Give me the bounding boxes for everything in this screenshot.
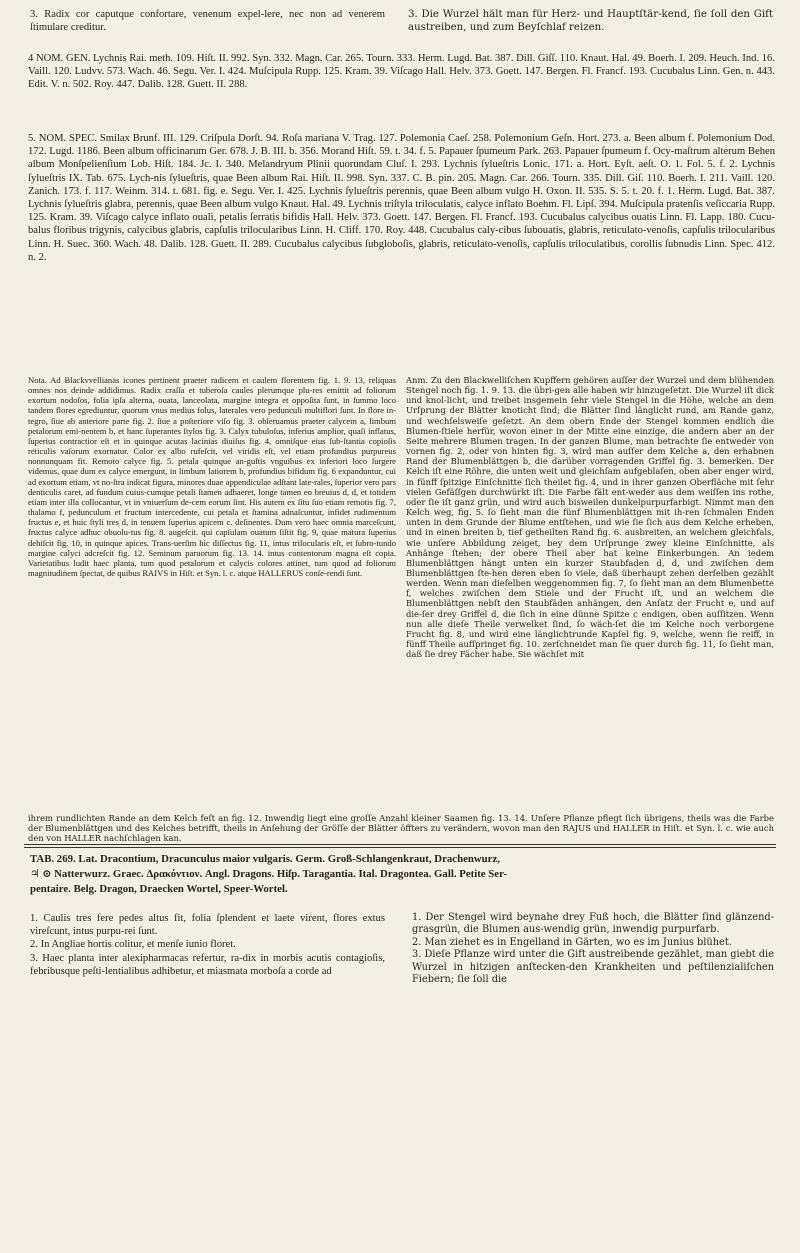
heading-line: ♃ ⊙ Natterwurz. Graec. Δρακόντιον. Angl. Dragons. Hiſp. Taragantia. Ital. Dragontea. Gall. Petite Ser-	[30, 868, 508, 880]
latin-text: 4 NOM. GEN. Lychnis Rai. meth. 109. Hiſt. II. 992. Syn. 332. Magn. Car. 265. Tourn. 333. Herm. Lugd. Bat. 387. Dill. Giſſ. 110. Knaut. Hal. 49. Boerh. I. 209. Heuch. Ind. 16. Vaill. 120. Ludvv. 573. Wach. 46. Segu. Ver. I. 424. Muſcipula Rupp. 125. Kram. 39. Viſcago Hall. Helv. 373. Goett. 147. Bergen. Fl. Francf. 193. Cucubalus Linn. Gen. n. 443. Edit. V. n. 502. Roy. 447. Dalib. 128. Guett. II. 288.	[28, 53, 775, 91]
divider-rule	[24, 844, 776, 845]
bottom-german	[412, 912, 774, 986]
german-note-text: Anm. Zu den Blackwelliſchen Kupffern gehören auſſer der Wurzel und dem blühenden Stengel noch fig. 1. 9. 13. die übri-gen alle haben wir hinzugeſetzt. Die Wurzel iſt dick und knol-licht, und treibet insgemein ſehr viele Stengel in die Höhe, welche an dem Urſprung der Blätter knoticht ſind; die Blätter ſind länglicht rund, am Rande ganz, und wechſelsweiſe geſetzt. An dem obern Ende der Stengel kommen endlich die Blumen-ſtiele herfür, wovon einer in der Mitte eine einzige, die andern aber an der Seite mehrere Blumen tragen. In der ganzen Blume, man betrachte ſie entweder von vornen fig. 2, oder von hinten fig. 3, wird man auſſer dem Kelche a, den erhabnen Rand der Blumenblättgen b, die darüber vorragenden Griffel fig. 3. bemerken. Der Kelch iſt eine Röhre, die unten weit und gleichſam aufgeblaſen, oben aber enger wird, in fünff ſpitzige Einſchnitte ſich theilet fig. 4, und in ihrer ganzen Oberfläche mit ſehr vielen Gefäſſgen durchwürkt iſt. Die Farbe fält ent-weder aus dem weiſſen ins rothe, oder ſie iſt ganz grün, und wird auch bisweilen dunkelpurpurfarbigt. Nimmt man den Kelch weg, fig. 5. ſo ſieht man die fünf Blumenblättgen mit ih-ren ſchmalen Enden unten in dem Grunde der Blume entſtehen, und wie ſie ſich aus dem Kelche erheben, und in einen breiten b, tief getheilten Rand fig. 6. ausbreiten, an welchem gleichfals, wie unſere Abbildung zeiget, bey dem Urſprunge zwey kleine Einſchnitte, als Anhänge ſtehen; der obere Theil aber hat keine Einkerbungen. An iedem Blumenblättgen hängt unten ein kurzer Staubfaden d, d, und zwiſchen dem Blumenblättgen ſte-hen deren eben ſo viele, daß überhaupt zehen derſelben gezählt werden. Wenn man dieſelben weggenommen fig. 7, ſo ſieht man an dem Blumenbette f, welches zwiſchen dem Stiele und der Frucht iſt, und an welchem die Blumenblättgen nebſt den Staubfäden anhängen, den Anſatz der Frucht e, und auf die-ſer drey Griffel d, die ſich in eine dünne Spitze c endigen, oben auſſitzen. Wenn nun alle dieſe Theile verwelket ſind, ſo wäch-ſet die im Kelche noch verborgene Frucht fig. 8, und wird eine länglichtrunde Kapſel fig. 9, welche, wenn ſie reiff, in fünff Theile aufſpringet fig. 10. zerſchneidet man ſie quer durch fig. 11, ſo ſieht man, daß ſie drey Fächer habe. Sie wächſet mit	[406, 375, 774, 660]
nota-german	[406, 375, 774, 659]
heading-line: TAB. 269. Lat. Dracontium, Dracunculus maior vulgaris. Germ. Groß-Schlangenkraut, Drachenwurz,	[30, 853, 500, 865]
latin-text: 5. NOM. SPEC. Smilax Brunf. III. 129. Criſpula Dorſt. 94. Roſa mariana V. Trag. 127. Polemonia Caeſ. 258. Polemonium Geſn. Hort. 273. a. Been album f. Polemonium Dod. 172. Lugd. 1186. Been album officinarum Ger. 678. J. B. III. b. 356. Morand Hiſt. 59. t. 34. f. 5. Papauer ſpumeum Park. 263. Papauer ſpumeum f. Ocy-maſtrum alterum Behen album Monſpelienſium Lob. Hiſt. 184. Jc. I. 340. Melandryum Plinii quorundam Cluſ. I. 293. Lychnis ſylueſtris Lonic. 171. a. Hort. Eyſt. aeſt. O. 1. Fol. 5. f. 2. Lychnis ſylueſtris IX. Tab. 675. Lych-nis ſylueſtris, quae Been album Rai. Hiſt. II. 998. Syn. 337. C. B. pin. 205. Magn. Car. 266. Tourn. 335. Dill. Giſ. 110. Boerh. I. 211. Vaill. 120. Zanich. 173. f. 117. Weinm. 314. t. 681. fig. e. Segu. Ver. I. 425. Lychnis ſylueſtris perennis, quae Been album vulgo H. Oxon. II. 535. S. 5. t. 20. f. 1. Herm. Lugd. Bat. 387. Lychnis ſylueſtris glabra, perennis, quae Been album vulgo Knaut. Hal. 49. Lychnis triſtyla triloculatis, calyce inflato Boehm. Fl. Lipſ. 394. Muſcipula pratenſis veſiccaria Rupp. 125. Kram. 39. Viſcago calyce inflato ouali, petalis ſerratis bifidis Hall. Helv. 373. Goett. 147. Bergen. Fl. Francf. 193. Cucubalus calycibus ouatis Linn. Fl. Lapp. 180. Cucu-balus floribus trigynis, calycibus glabris, capſulis trilocularibus Linn. H. Cliff. 170. Roy. 448. Cucubalus caly-cibus ſubouatis, glabris, reticulato-venoſis, capſulis trilocularibus Linn. H. Suec. 360. Wach. 48. Dalib. 128. Guett. II. 289. Cucubalus calycibus ſubgloboſis, glabris, reticulato-venoſis, capſulis triloculatibus, corollis ſubnudis Linn. Spec. 412. n. 2.	[28, 133, 775, 263]
top-left-latin	[30, 8, 385, 34]
divider-rule	[24, 847, 776, 848]
german-text: 3. Die Wurzel hält man für Herz- und Hauptſtär-kend, ſie ſoll den Gift austreiben, und zum Beyſchlaf reizen.	[408, 9, 773, 34]
top-right-german	[408, 8, 773, 34]
nomen-specificum	[28, 132, 775, 264]
nota-german-tail	[28, 813, 774, 843]
heading-line: pentaire. Belg. Dragon, Draecken Wortel, Speer-Wortel.	[30, 883, 288, 895]
nomen-genericum	[28, 52, 775, 92]
german-note-text: ihrem rundlichten Rande an dem Kelch feſt an fig. 12. Inwendig liegt eine groſſe Anzahl kleiner Saamen fig. 13. 14. Unſere Pflanze pflegt ſich übrigens, theils was die Farbe der Blumenblättgen und des Kelches betrifft, theils in Anſehung der Gröſſe der Blätter öffters zu verändern, wovon man den RAJUS und HALLER in Hiſt. et Syn. l. c. wie auch den von HALLER nachſchlagen kan.	[28, 813, 774, 844]
latin-text: 1. Caulis tres fere pedes altus fit, folia ſplendent et laete virent, flores extus vireſcunt, intus purpu-rei ſunt. 2. In Angliae hortis colitur, et menſe iunio floret. 3. Haec planta inter alexipharmacas refertur, ra-dix in morbis acutis contagioſis, febribusque peſti-lentialibus adhibetur, et miasmata morboſa a corde ad	[30, 913, 385, 977]
latin-text: 3. Radix cor caputque confortare, venenum expel-lere, nec non ad venerem ſtimulare creditur.	[30, 9, 385, 34]
german-text: 1. Der Stengel wird beynahe drey Fuß hoch, die Blätter ſind glänzend-grasgrün, die Blumen aus-wendig grün, inwendig purpurfarb. 2. Man ziehet es in Engelland in Gärten, wo es im Junius blühet. 3. Dieſe Pflanze wird unter die Gift austreibende gezählet, man giebt die Wurzel in hitzigen anſtecken-den Krankheiten und peſtilenzialiſchen Fiebern; ſie ſoll die	[412, 912, 774, 986]
tab-heading	[30, 852, 775, 897]
latin-note-text: Nota. Ad Blackvvellianas icones pertinent praeter radicem et caulem florentem fig. 1. 9. 13, reliquas omnes nos deinde addidimus. Radix craſſa et tuberoſa caules plerumque plu-res emittit ad foliorum exortum nodoſos, folia ipſa alterna, ouata, lanceolata, margine integra et oppoſita ſunt, in ſummo loco tandem flores egrediuntur, quorum vnus medius folus, laterales vero pedunculi multiflori ſunt. In flore in-tegro, ſiue ab anteriore parte fig. 2. ſiue a poſteriore viſo fig. 3. obſeruamus praeter calycem a, limbum petalorum emi-nentem b, et hanc ſuperantes ſtylos fig. 3. Calyx tubuloſus, inferius amplior, quaſi inflatus, ſuperius contractior eſt et in quinque acutas lacinias diuiſus fig. 4, omniſque eius ſub-ſtantia copioſis reticulis vaſorum exornatur. Color ex albo rufeſcit, vel viridis eſt, vel etiam profundius purpureus nonnunquam fit. Remoto calyce fig. 5. petala quinque an-guſtis vnguibus ex inferiori loco ſurgere videmus, quae dum ex calyce emergunt, in limbum latiorem b, profundius bifidum fig. 6 expanduntur, cui ad exortum etiam, vt no-ſtra indicat figura, minores duae appendiculae adſtant late-rales, ſuperior vero pars denticulis caret, ad fundum cuius-cumque petali ſtamen adhaeret, longe tamen eo breuius d, d, et totidem etiam inter illa collocantur, vt in vniuerſum de-cem eorum ſint. His autem ex ſitu ſuo etiam remotis fig. 7, thalamo f, pedunculum et fructum intercedente, cui petala et ſtamina adnaſcuntur, infidet rudimentum fructus e, et huic ſtyli tres d, in tenuem ſuperius apicem c. deſinentes. Dum vero haec omnia marceſcunt, fructus calyce adhuc obuolu-tus fig. 8. augeſcit. qui capſulam ouatum ſiſtit fig. 9, quae matura ſuperius dehiſcit fig. 10, in quinque apices. Trans-uerſim hic diſſectus fig. 11, intus trilocularis eſt, et ſubro-tundo margine calyci adcreſcit fig. 12. Seminum paruorum fig. 13. 14. intus contentorum magna eſt copia. Varietatibus ludit haec planta, tum quod petalorum et calycis colores attinet, tum quod ad foliorum magnitudinem ſpectat, de quibus RAIVS in Hiſt. et Syn. l. c. atque HALLERUS conſe-rendi ſunt.	[28, 375, 396, 578]
nota-latin	[28, 375, 396, 578]
bottom-latin	[30, 912, 385, 978]
